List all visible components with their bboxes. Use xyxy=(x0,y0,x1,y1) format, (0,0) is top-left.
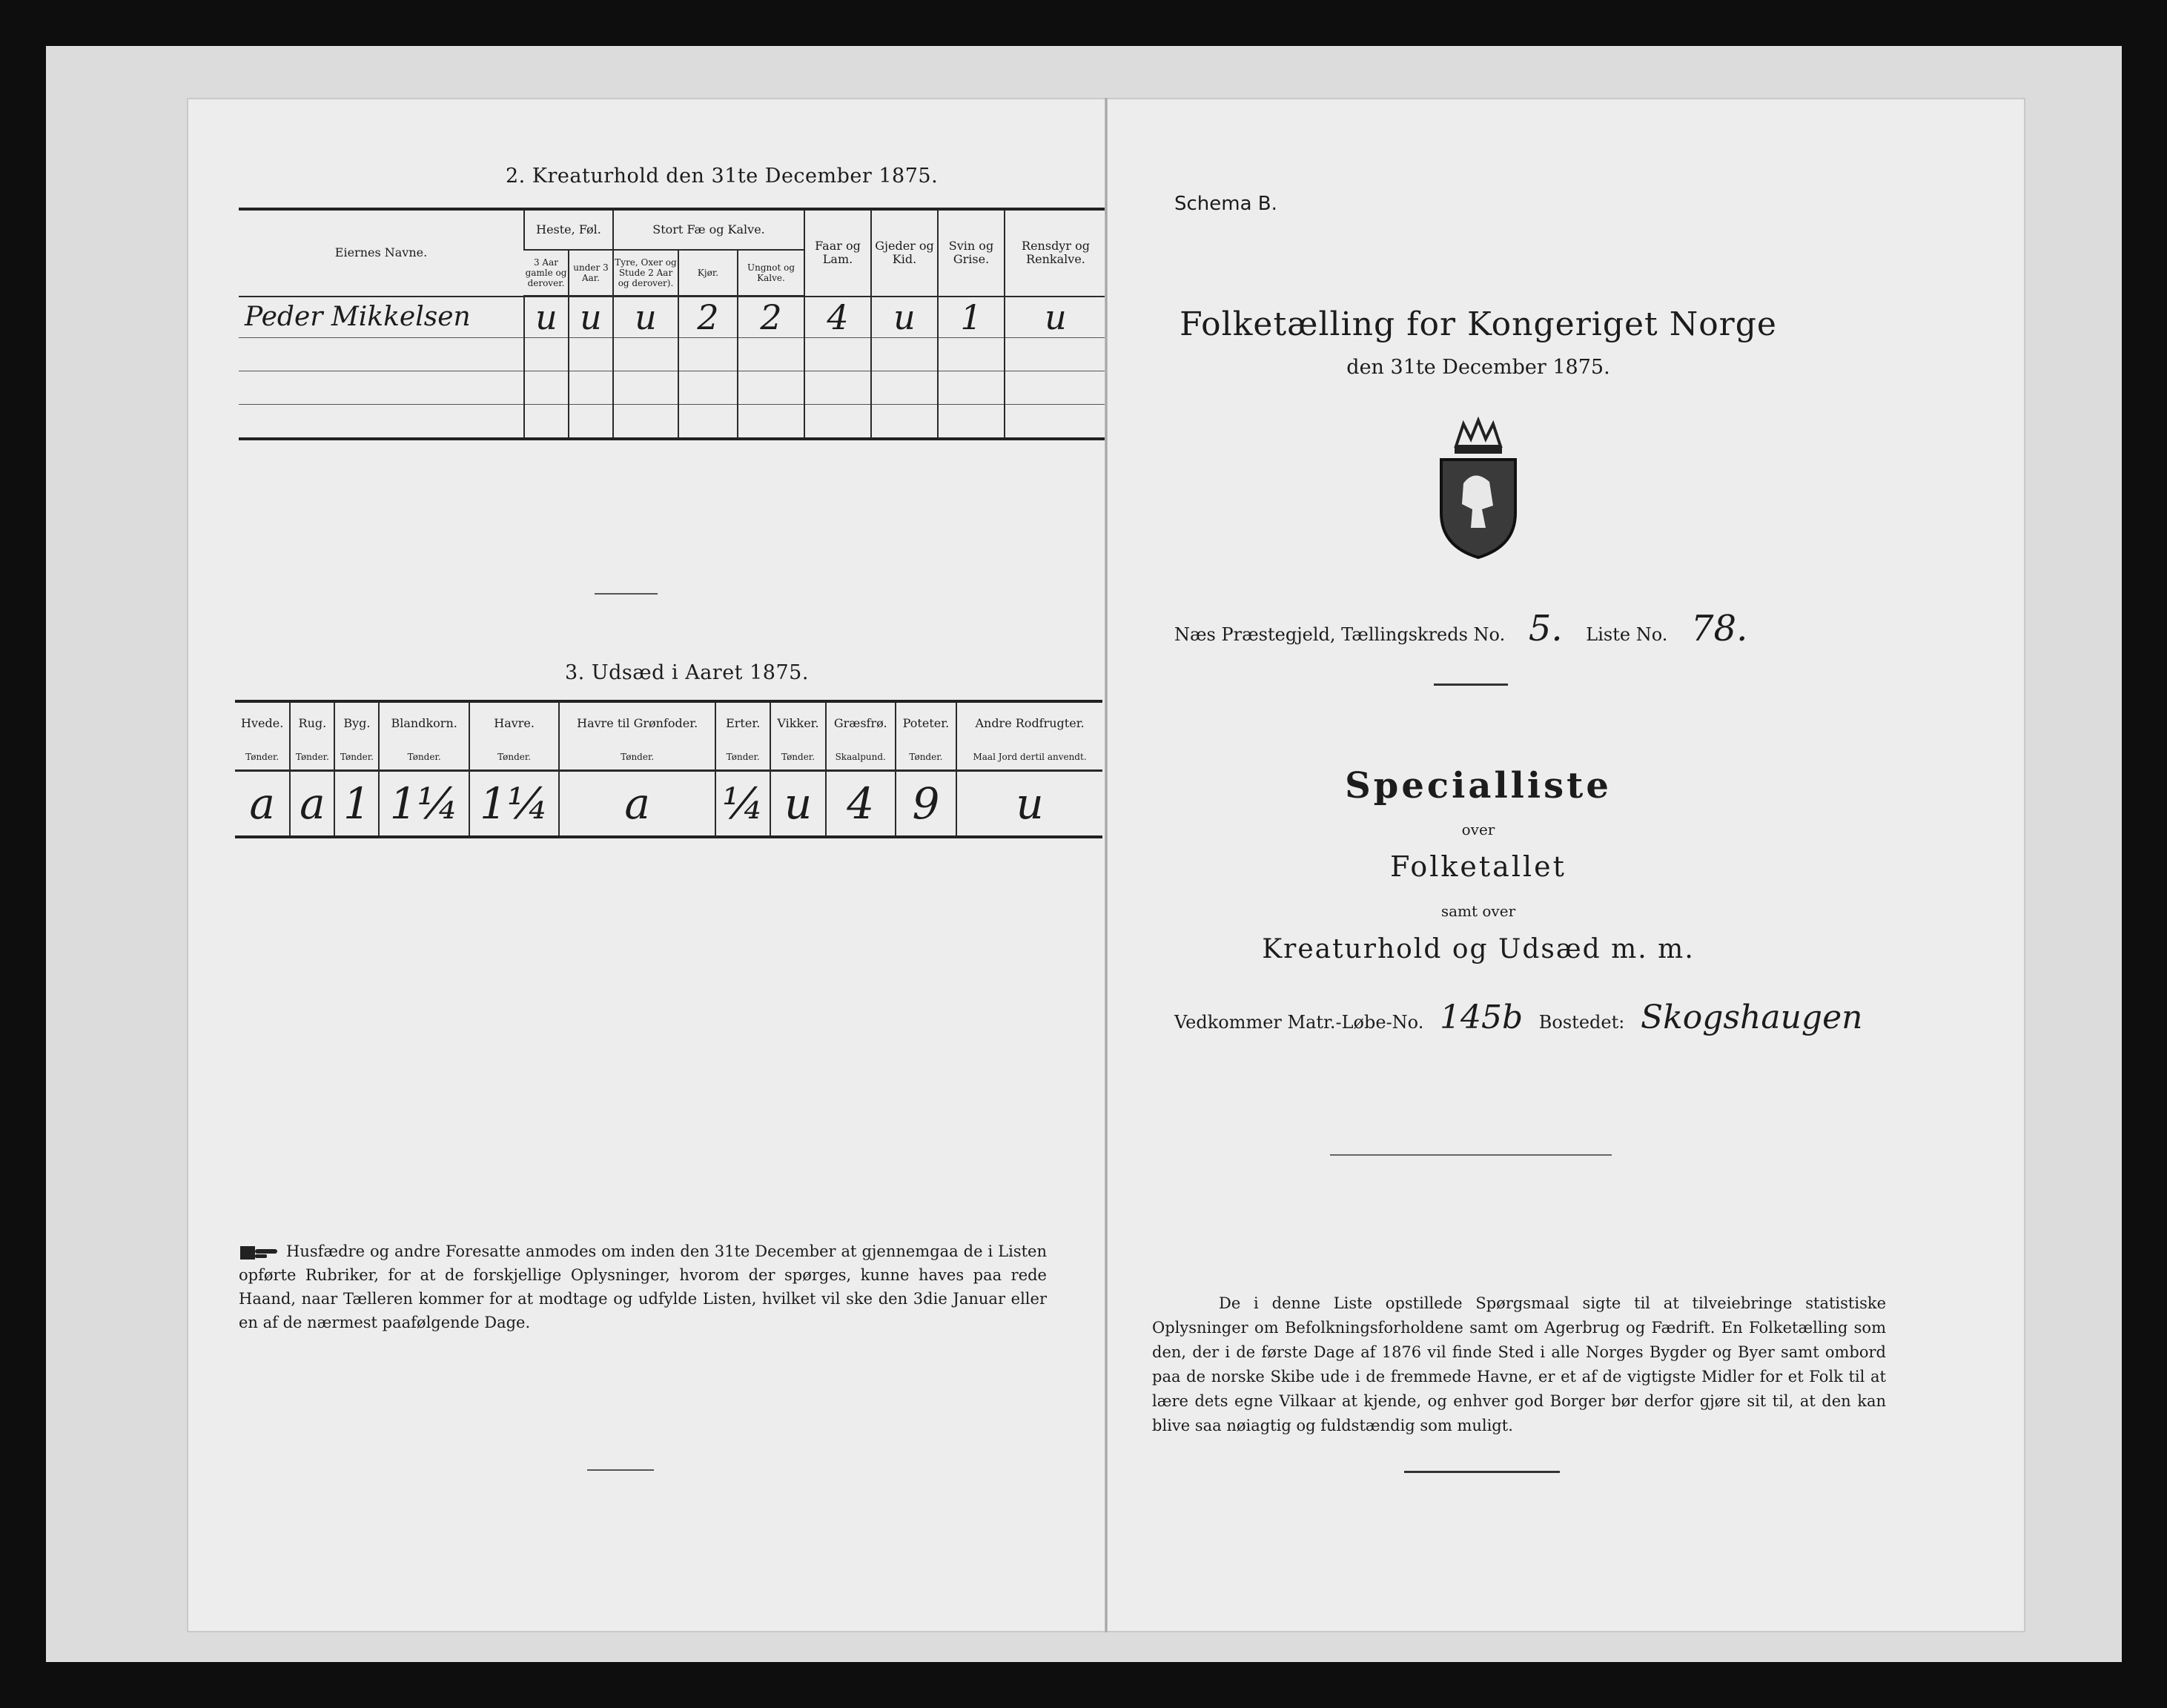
seed-value: a xyxy=(249,778,275,829)
header-sheep: Faar og Lam. xyxy=(804,209,871,297)
header-goats: Gjeder og Kid. xyxy=(871,209,938,297)
seed-value: u xyxy=(956,771,1102,838)
divider xyxy=(595,593,658,595)
seed-header: Poteter. xyxy=(896,701,956,744)
cell-cattle-bulls: u xyxy=(613,297,678,338)
header-cattle-bulls: Tyre, Oxer og Stude 2 Aar og derover). xyxy=(613,250,678,297)
schema-label: Schema B. xyxy=(1174,193,1277,215)
header-cattle-young: Ungnot og Kalve. xyxy=(738,250,804,297)
seed-value: a xyxy=(290,771,334,838)
cell-cattle-cows: 2 xyxy=(678,297,738,338)
kreaturhold-heading: Kreaturhold og Udsæd m. m. xyxy=(1262,934,1695,964)
left-page xyxy=(187,98,1105,1632)
seed-value: a xyxy=(559,771,715,838)
seed-header: Blandkorn. xyxy=(379,701,469,744)
matr-label: Vedkommer Matr.-Løbe-No. xyxy=(1174,1012,1424,1033)
header-owner: Eiernes Navne. xyxy=(239,209,524,297)
header-horses: Heste, Føl. xyxy=(524,209,613,250)
parish-label: Næs Præstegjeld, Tællingskreds No. xyxy=(1174,624,1506,645)
seed-header: Havre. xyxy=(469,701,559,744)
seed-value: ¼ xyxy=(715,771,770,838)
matrikkel-line xyxy=(1174,999,1873,1036)
list-number: 78. xyxy=(1690,608,1748,649)
seed-value: 1¼ xyxy=(469,771,559,838)
livestock-table xyxy=(239,208,1106,440)
folketallet-heading: Folketallet xyxy=(1390,850,1566,883)
empty-row xyxy=(239,338,1106,371)
seed-unit: Tønder. xyxy=(290,744,334,771)
over-text: over xyxy=(1461,821,1495,838)
owner-name: Peder Mikkelsen xyxy=(239,297,524,338)
bosted-label: Bostedet: xyxy=(1538,1012,1625,1033)
seed-value: 4 xyxy=(826,771,896,838)
list-label: Liste No. xyxy=(1586,624,1668,645)
seed-value: u xyxy=(770,771,825,838)
seed-value: 1¼ xyxy=(379,771,469,838)
right-page xyxy=(1108,98,2025,1632)
seed-header: Vikker. xyxy=(770,701,825,744)
header-pigs: Svin og Grise. xyxy=(938,209,1005,297)
divider xyxy=(1404,1471,1560,1473)
pointing-hand-icon xyxy=(239,1243,280,1262)
divider xyxy=(587,1469,654,1471)
seed-unit: Maal Jord dertil anvendt. xyxy=(956,744,1102,771)
header-horses-young: under 3 Aar. xyxy=(569,250,613,297)
footer-explanation: De i denne Liste opstillede Spørgsmaal sigte til at tilveiebringe statistiske Oplysninger om Befolkningsforholdene samt om Agerbrug og Fædrift. En Folketælling som den, der i de første Dage af 1876 vil finde Sted i alle Norges Bygder og Byer samt ombord paa de norske Skibe ude i de fremmede Havne, er et af de vigtigste Midler for et Folk til at lære dets egne Vilkaar at kjende, og enhver god Borger bør derfor gjøre sit til, at den kan blive saa nøiagtig og fuldstændig som muligt. xyxy=(1152,1294,1886,1434)
seed-unit: Skaalpund. xyxy=(826,744,896,771)
census-date: den 31te December 1875. xyxy=(1346,356,1610,379)
cell-horses-young: u xyxy=(569,297,613,338)
seed-header: Erter. xyxy=(715,701,770,744)
seed-table xyxy=(235,700,1102,838)
header-reindeer: Rensdyr og Renkalve. xyxy=(1005,209,1106,297)
cell-cattle-young: 2 xyxy=(738,297,804,338)
seed-unit: Tønder. xyxy=(715,744,770,771)
section-2-title: 2. Kreaturhold den 31te December 1875. xyxy=(506,165,939,188)
seed-header: Byg. xyxy=(334,701,379,744)
seed-unit: Tønder. xyxy=(379,744,469,771)
header-cattle-cows: Kjør. xyxy=(678,250,738,297)
seed-header: Havre til Grønfoder. xyxy=(559,701,715,744)
matr-number: 145b xyxy=(1439,999,1523,1036)
empty-row xyxy=(239,405,1106,440)
notice-text: Husfædre og andre Foresatte anmodes om inden den 31te December at gjennemgaa de i Listen opførte Rubriker, for at de forskjellige Oplysninger, hvorom der spørges, kunne haves paa rede Haand, naar Tælleren kommer for at modtage og udfylde Listen, hvilket vil ske den 3die Januar eller en af de nærmest paafølgende Dage. xyxy=(239,1242,1047,1331)
seed-unit: Tønder. xyxy=(334,744,379,771)
header-cattle: Stort Fæ og Kalve. xyxy=(613,209,804,250)
divider xyxy=(1330,1154,1612,1156)
seed-header: Græsfrø. xyxy=(826,701,896,744)
seed-unit: Tønder. xyxy=(469,744,559,771)
seed-unit: Tønder. xyxy=(235,744,290,771)
seed-value: 1 xyxy=(334,771,379,838)
seed-unit: Tønder. xyxy=(770,744,825,771)
seed-header: Andre Rodfrugter. xyxy=(956,701,1102,744)
section-3-title: 3. Udsæd i Aaret 1875. xyxy=(565,661,809,684)
seed-header: Hvede. xyxy=(241,716,284,730)
seed-value: 9 xyxy=(896,771,956,838)
instructions-notice xyxy=(239,1239,1047,1334)
parish-line xyxy=(1174,608,1765,649)
empty-row xyxy=(239,371,1106,405)
divider xyxy=(1434,683,1508,686)
samt-over-text: samt over xyxy=(1440,902,1516,920)
cell-horses-old: u xyxy=(524,297,569,338)
specialliste-heading: Specialliste xyxy=(1345,765,1612,807)
census-title: Folketælling for Kongeriget Norge xyxy=(1180,305,1777,343)
district-number: 5. xyxy=(1528,608,1563,649)
cell-pigs: 1 xyxy=(938,297,1005,338)
cell-sheep: 4 xyxy=(804,297,871,338)
census-form-sheet xyxy=(187,98,2025,1632)
bosted-name: Skogshaugen xyxy=(1640,999,1863,1036)
header-horses-old: 3 Aar gamle og derover. xyxy=(524,250,569,297)
seed-unit: Tønder. xyxy=(896,744,956,771)
seed-header: Rug. xyxy=(290,701,334,744)
cell-reindeer: u xyxy=(1005,297,1106,338)
cell-goats: u xyxy=(871,297,938,338)
norwegian-coat-of-arms xyxy=(1434,417,1523,561)
seed-unit: Tønder. xyxy=(559,744,715,771)
